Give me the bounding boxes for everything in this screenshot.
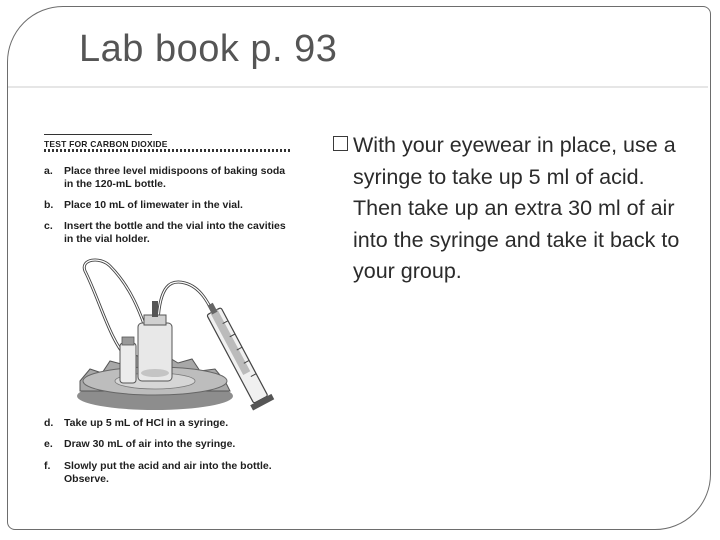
- slide-title: Lab book p. 93: [79, 28, 338, 70]
- step-letter: a.: [44, 165, 53, 177]
- step-text: Slowly put the acid and air into the bottle. Observe.: [64, 460, 272, 485]
- instruction-text: With your eyewear in place, use a syringe to take up 5 ml of acid. Then take up an extra 30 ml of air into the syringe and take it back to your group.: [353, 133, 680, 283]
- step-letter: d.: [44, 417, 54, 429]
- dotted-divider: [44, 149, 290, 152]
- step-letter: f.: [44, 460, 51, 472]
- figure-heading: TEST FOR CARBON DIOXIDE: [44, 139, 168, 149]
- step-b: [44, 199, 294, 212]
- step-text: Place 10 mL of limewater in the vial.: [64, 199, 243, 211]
- step-text: Draw 30 mL of air into the syringe.: [64, 438, 236, 450]
- step-letter: c.: [44, 220, 53, 232]
- step-e: [44, 438, 294, 451]
- step-letter: b.: [44, 199, 54, 211]
- heading-rule: [44, 134, 152, 135]
- lab-book-figure: [40, 131, 302, 493]
- step-letter: e.: [44, 438, 53, 450]
- instruction-bullet: [333, 130, 693, 288]
- vial-holder-apparatus-illustration: [40, 231, 302, 411]
- step-a: [44, 165, 294, 190]
- title-divider: [8, 86, 708, 88]
- step-f: [44, 460, 294, 485]
- bullet-box-icon: [333, 136, 348, 151]
- step-text: Insert the bottle and the vial into the cavities in the vial holder.: [64, 220, 286, 245]
- step-text: Place three level midispoons of baking soda in the 120-mL bottle.: [64, 165, 286, 190]
- step-d: [44, 417, 294, 430]
- step-text: Take up 5 mL of HCl in a syringe.: [64, 417, 229, 429]
